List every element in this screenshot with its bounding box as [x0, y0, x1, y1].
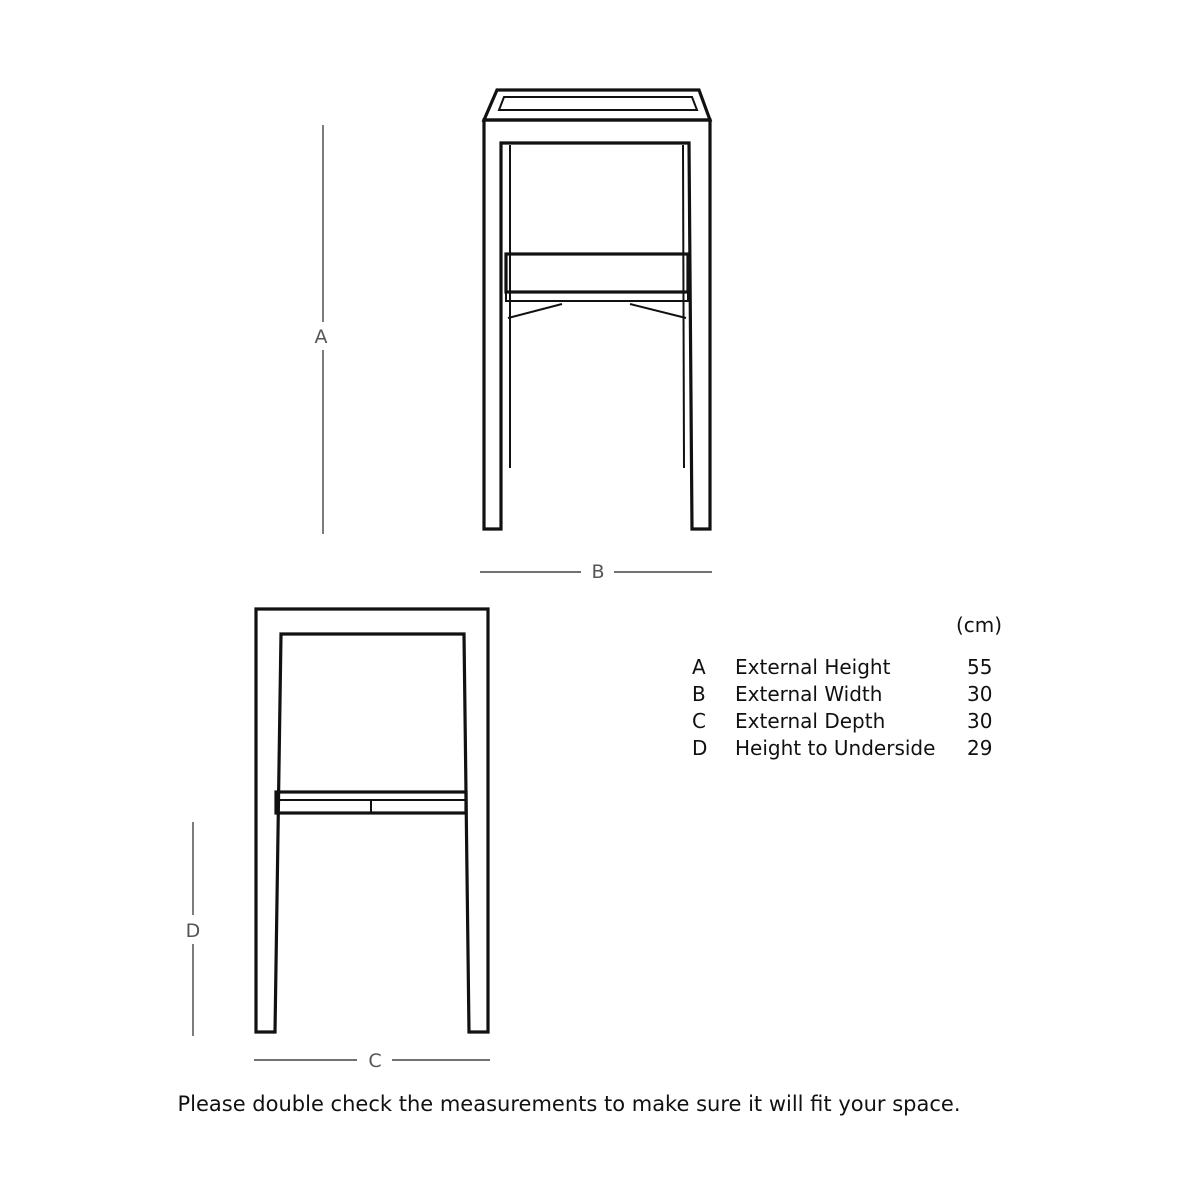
- tray-top-outline: [484, 90, 710, 120]
- legend-row: [688, 735, 1018, 762]
- dimension-label-d: D: [185, 920, 201, 942]
- legend-key: D: [692, 736, 708, 760]
- legend-value: 30: [967, 682, 993, 706]
- legend-label: External Depth: [735, 709, 886, 733]
- legend-rows: [688, 654, 1018, 762]
- tray-inner-rim: [499, 97, 697, 110]
- table-side-view: [256, 609, 488, 1032]
- dimension-label-a: A: [314, 326, 328, 348]
- legend-label: External Height: [735, 655, 891, 679]
- dimension-label-c: C: [368, 1050, 382, 1072]
- measurement-note: Please double check the measurements to make sure it will fit your space.: [177, 1092, 961, 1116]
- legend-label: Height to Underside: [735, 736, 936, 760]
- legend-value: 30: [967, 709, 993, 733]
- shelf-front: [506, 254, 688, 292]
- legend-row: [688, 654, 1018, 681]
- table-perspective-view: [484, 90, 710, 529]
- shelf-brace-right: [630, 304, 686, 318]
- legend-label: External Width: [735, 682, 883, 706]
- legend-key: C: [692, 709, 706, 733]
- back-leg-right: [683, 145, 684, 468]
- shelf-brace-left: [508, 304, 562, 318]
- legend-row: [688, 681, 1018, 708]
- unit-label: (cm): [956, 613, 1003, 637]
- legend-key: B: [692, 682, 706, 706]
- legend-value: 55: [967, 655, 993, 679]
- front-frame: [484, 120, 710, 529]
- legend-value: 29: [967, 736, 993, 760]
- side-frame: [256, 609, 488, 1032]
- dimension-label-b: B: [591, 561, 605, 583]
- legend-key: A: [692, 655, 706, 679]
- legend-row: [688, 708, 1018, 735]
